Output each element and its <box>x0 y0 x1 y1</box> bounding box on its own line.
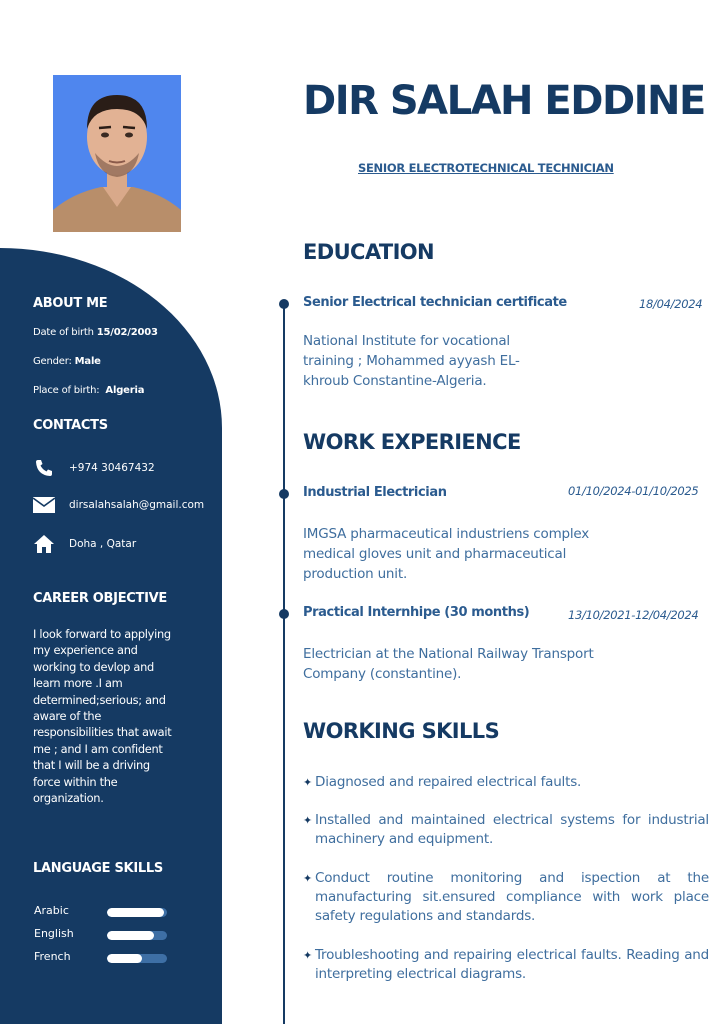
work-body: IMGSA pharmaceutical industriens complex medical gloves unit and pharmaceutical production unit. <box>303 526 590 582</box>
sidebar <box>0 248 222 1024</box>
work-title: Practical Internhipe (30 months) <box>303 605 530 620</box>
language-french <box>34 950 174 964</box>
language-level-bar <box>107 931 167 940</box>
job-title: SENIOR ELECTROTECHNICAL TECHNICIAN <box>358 161 614 175</box>
contact-address <box>33 533 136 555</box>
languages-heading: LANGUAGE SKILLS <box>33 861 163 876</box>
language-name: Arabic <box>34 904 69 917</box>
pob-value: Algeria <box>105 385 145 396</box>
dob-line <box>33 327 158 338</box>
objective-heading: CAREER OBJECTIVE <box>33 591 167 606</box>
language-english <box>34 927 174 941</box>
pob-label: Place of birth: <box>33 385 100 396</box>
skill-text: Conduct routine monitoring and ispection at the manufacturing sit.ensured compliance with work place safety regulations and standards. <box>315 870 709 924</box>
skill-text: Diagnosed and repaired electrical faults. <box>315 774 582 790</box>
skill-item <box>303 811 709 849</box>
address-text: Doha , Qatar <box>69 538 137 550</box>
education-title: Senior Electrical technician certificate <box>303 295 567 310</box>
timeline-dot <box>279 489 289 499</box>
phone-text: +974 30467432 <box>69 462 155 474</box>
language-name: French <box>34 950 71 963</box>
gender-label: Gender: <box>33 356 72 367</box>
home-icon <box>33 533 55 555</box>
contacts-heading: CONTACTS <box>33 418 108 433</box>
candidate-name: DIR SALAH EDDINE <box>303 78 705 124</box>
contact-phone[interactable] <box>33 457 155 479</box>
skill-text: Installed and maintained electrical systems for industrial machinery and equipment. <box>315 812 709 847</box>
gender-line <box>33 356 101 367</box>
language-level-fill <box>107 954 142 963</box>
language-arabic <box>34 904 174 918</box>
dob-label: Date of birth <box>33 327 94 338</box>
bullet-icon: ✦ <box>303 814 313 827</box>
language-level-bar <box>107 908 167 917</box>
education-heading: EDUCATION <box>303 240 435 264</box>
email-text: dirsalahsalah@gmail.com <box>69 499 205 511</box>
mail-icon <box>33 494 55 516</box>
work-title: Industrial Electrician <box>303 485 447 500</box>
skill-item <box>303 869 709 926</box>
contact-email[interactable] <box>33 494 204 516</box>
phone-icon <box>33 457 55 479</box>
language-level-fill <box>107 908 164 917</box>
education-date: 18/04/2024 <box>639 297 703 311</box>
work-heading: WORK EXPERIENCE <box>303 430 521 454</box>
work-date: 01/10/2024-01/10/2025 <box>568 484 699 498</box>
language-level-bar <box>107 954 167 963</box>
skills-heading: WORKING SKILLS <box>303 719 500 743</box>
bullet-icon: ✦ <box>303 776 313 789</box>
work-date: 13/10/2021-12/04/2024 <box>568 608 699 622</box>
skill-item <box>303 946 709 984</box>
timeline-dot <box>279 609 289 619</box>
skill-text: Troubleshooting and repairing electrical faults. Reading and interpreting electrical diagrams. <box>315 947 709 982</box>
objective-text: I look forward to applying my experience and working to devlop and learn more .I am determined;serious; and aware of the responsibilities that await me ; and I am confident that I will be a driving force within the organization. <box>33 627 172 806</box>
language-level-fill <box>107 931 154 940</box>
bullet-icon: ✦ <box>303 949 313 962</box>
gender-value: Male <box>74 356 101 367</box>
timeline-dot <box>279 299 289 309</box>
education-body: National Institute for vocational training ; Mohammed ayyash EL-khroub Constantine-Algeria. <box>303 333 520 389</box>
profile-photo <box>53 75 181 232</box>
language-name: English <box>34 927 74 940</box>
pob-line <box>33 385 144 396</box>
dob-value: 15/02/2003 <box>96 327 158 338</box>
skill-item <box>303 773 709 792</box>
about-heading: ABOUT ME <box>33 296 108 311</box>
timeline-line <box>283 300 285 1024</box>
work-body: Electrician at the National Railway Transport Company (constantine). <box>303 646 594 682</box>
bullet-icon: ✦ <box>303 872 313 885</box>
avatar <box>53 75 181 232</box>
